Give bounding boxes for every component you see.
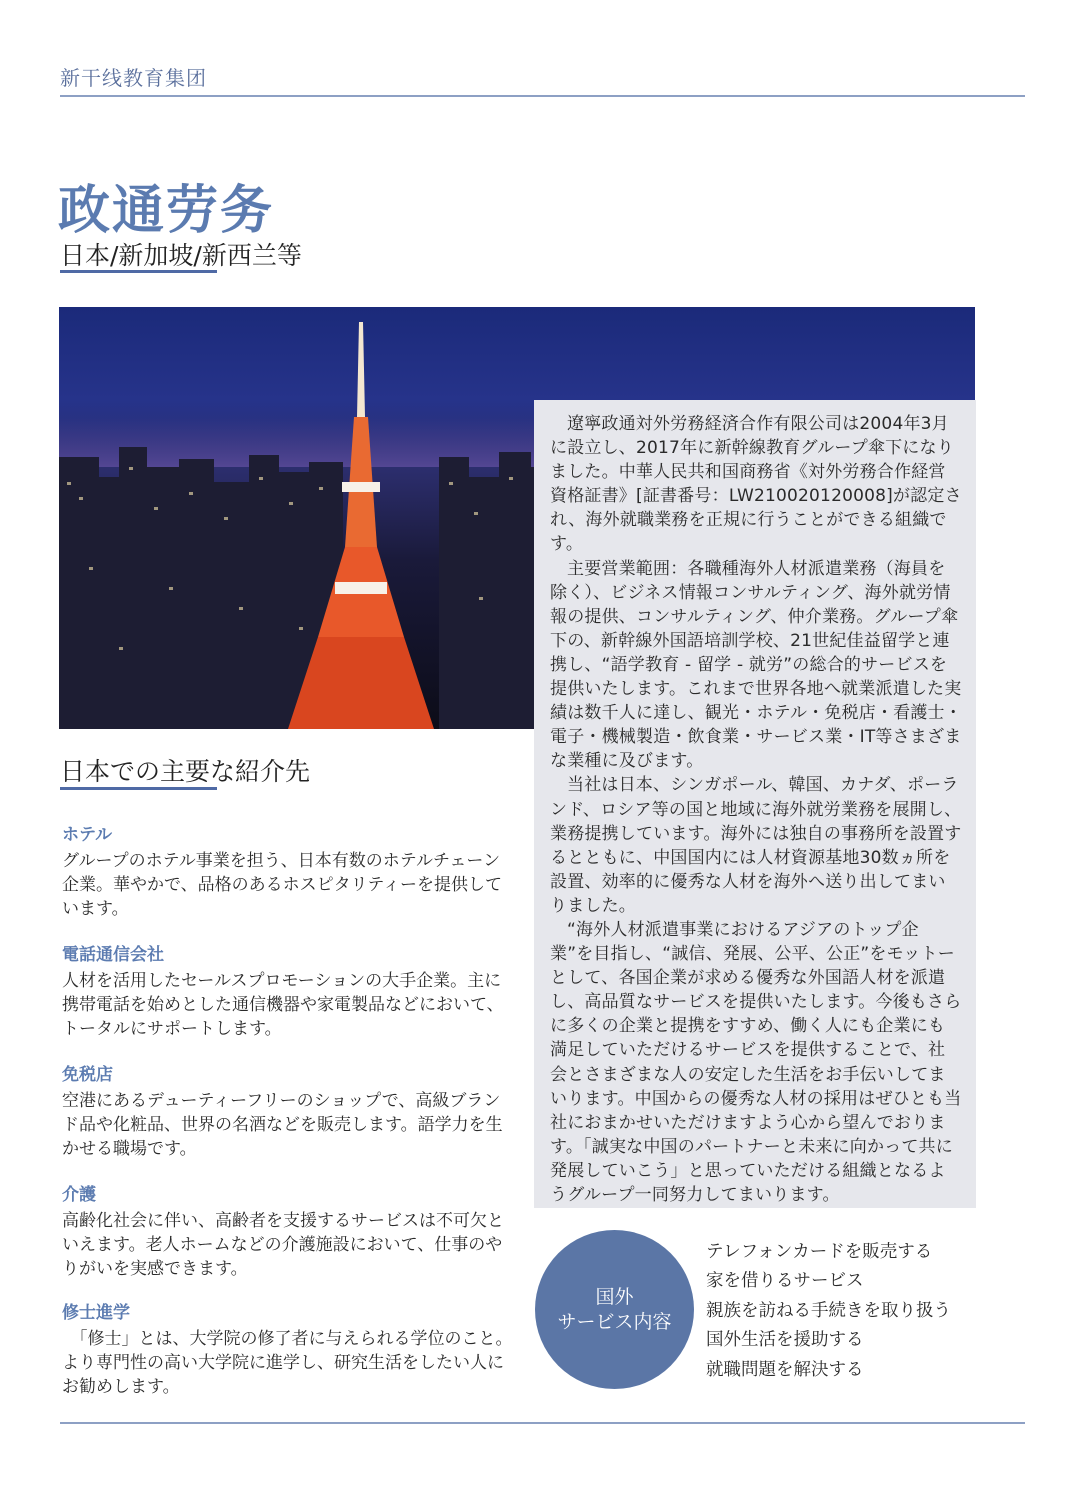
intro-paragraph: 当社は日本、シンガポール、韓国、カナダ、ポーランド、ロシア等の国と地域に海外就労業務を展開し、業務提携しています。海外には独自の事務所を設置するとともに、中国国内には人材資源基地30数ヵ所を設置、効率的に優秀な人材を海外へ送り出してまいりました。 bbox=[550, 775, 962, 916]
service-item: 親族を訪ねる手続きを取り扱う bbox=[706, 1300, 951, 1321]
destination-title: 修士進学 bbox=[62, 1303, 130, 1323]
footer-rule bbox=[60, 1422, 1025, 1424]
destinations-heading: 日本での主要な紹介先 bbox=[60, 757, 311, 786]
destination-telecom bbox=[62, 940, 514, 1041]
service-item: 就職問題を解決する bbox=[706, 1359, 864, 1380]
service-item: テレフォンカードを販売する bbox=[706, 1242, 933, 1262]
destination-title: 介護 bbox=[62, 1185, 96, 1205]
destination-title: 免税店 bbox=[62, 1065, 113, 1085]
header-rule bbox=[60, 95, 1025, 97]
company-intro-box bbox=[534, 400, 976, 1208]
city-skyline bbox=[59, 447, 534, 729]
destination-text: 「修士」とは、大学院の修了者に与えられる学位のこと。より専門性の高い大学院に進学し、研究生活をしたい人にお勧めします。 bbox=[62, 1329, 513, 1397]
page-title: 政通劳务 bbox=[58, 181, 275, 241]
destination-title: ホテル bbox=[62, 825, 113, 845]
intro-paragraph: 遼寧政通対外労務経済合作有限公司は2004年3月に設立し、2017年に新幹線教育グループ傘下になりました。中華人民共和国商務省《対外労務合作経営資格証書》[証書番号：LW210020120008]が認定され、海外就職業務を正規に行うことができる組織です。 bbox=[550, 414, 962, 555]
page-subtitle: 日本/新加坡/新西兰等 bbox=[60, 241, 302, 270]
destinations-underline bbox=[60, 787, 217, 790]
destination-text: グループのホテル事業を担う、日本有数のホテルチェーン企業。華やかで、品格のあるホスピタリティーを提供しています。 bbox=[62, 851, 502, 919]
services-list bbox=[706, 1238, 951, 1385]
service-item: 家を借りるサービス bbox=[706, 1271, 864, 1292]
destination-text: 高齢化社会に伴い、高齢者を支援するサービスは不可欠といえます。老人ホームなどの介護施設において、仕事のやりがいを実感できます。 bbox=[62, 1211, 504, 1279]
service-item: 国外生活を援助する bbox=[706, 1330, 864, 1351]
destination-masters bbox=[62, 1298, 514, 1399]
destination-text: 空港にあるデューティーフリーのショップで、高級ブランド品や化粧品、世界の名酒などを販売します。語学力を生かせる職場です。 bbox=[62, 1091, 503, 1159]
destination-care bbox=[62, 1180, 514, 1281]
intro-paragraph: “海外人材派遣事業におけるアジアのトップ企業”を目指し、“誠信、発展、公平、公正”をモットーとして、各国企業が求める優秀な外国語人材を派遣し、高品質なサービスを提供いたします。今後もさらに多くの企業と提携をすすめ、働く人にも企業にも満足していただけるサービスを提供することで、社会とさまざまな人の安定した生活をお手伝いしてまいります。中国からの優秀な人材の採用はぜひとも当社におまかせいただけますよう心から望んでおります。「誠実な中国のパートナーと未来に向かって共に発展していこう」と思っていただける組織となるようグループ一同努力してまいります。 bbox=[550, 919, 962, 1205]
org-name: 新干线教育集团 bbox=[60, 66, 207, 90]
services-circle-line1: 国外 bbox=[595, 1285, 634, 1308]
subtitle-underline bbox=[60, 270, 217, 273]
destination-hotel bbox=[62, 820, 514, 921]
destination-dutyfree bbox=[62, 1060, 514, 1161]
services-circle-line2: サービス内容 bbox=[557, 1310, 672, 1333]
destination-text: 人材を活用したセールスプロモーションの大手企業。主に携帯電話を始めとした通信機器や家電製品などにおいて、トータルにサポートします。 bbox=[62, 971, 504, 1039]
services-circle bbox=[535, 1230, 694, 1389]
intro-paragraph: 主要営業範囲：各職種海外人材派遣業務（海員を除く）、ビジネス情報コンサルティング、海外就労情報の提供、コンサルティング、仲介業務。グループ傘下の、新幹線外国語培訓学校、21世紀佳益留学と連携し、“語学教育 - 留学 - 就労”の総合的サービスを提供いたします。これまで世界各地へ就業派遣した実績は数千人に達し、観光・ホテル・免税店・看護士・電子・機械製造・飲食業・サービス業・IT等さまざまな業種に及びます。 bbox=[550, 558, 962, 772]
destination-title: 電話通信会社 bbox=[62, 945, 164, 965]
